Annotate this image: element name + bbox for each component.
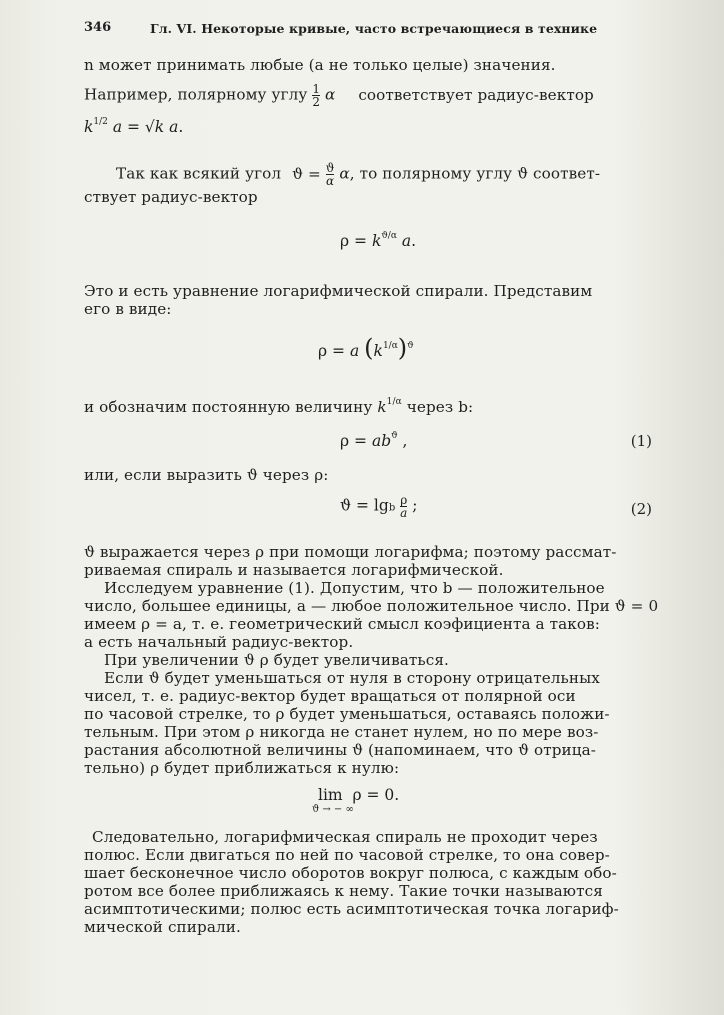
fraction-half: $\frac{1}{2}$ bbox=[312, 82, 321, 109]
text-fragment: соответствует радиус-вектор bbox=[358, 85, 594, 104]
text-line-23: полюс. Если двигаться по ней по часовой стрелке, то она совер- bbox=[84, 846, 610, 864]
formula-eq2: ϑ = lgb $\frac{\rho}{a}$ ; bbox=[340, 493, 418, 520]
text-line-13: имеем ρ = a, т. е. геометрический смысл коэфициента a таков: bbox=[84, 615, 600, 633]
text-line-4: ствует радиус-вектор bbox=[84, 188, 258, 206]
text-line-1: n может принимать любые (а не только целые) значения. bbox=[84, 56, 556, 74]
text-line-12: число, большее единицы, a — любое положительное число. При ϑ = 0 bbox=[84, 597, 659, 615]
text-fragment: Например, полярному углу bbox=[84, 85, 308, 104]
text-line-26: асимптотическими; полюс есть асимптотическая точка логариф- bbox=[84, 900, 619, 918]
text-line-8: или, если выразить ϑ через ρ: bbox=[84, 466, 329, 484]
text-line-27: мической спирали. bbox=[84, 918, 241, 936]
formula-rho-paren: ρ = a $(k^{1/\alpha})^ϑ$ bbox=[318, 334, 414, 362]
text-line-16: Если ϑ будет уменьшаться от нуля в сторону отрицательных bbox=[104, 669, 600, 687]
text-line-15: При увеличении ϑ ρ будет увеличиваться. bbox=[104, 651, 449, 669]
equation-number-1: (1) bbox=[630, 432, 652, 450]
text-line-9: ϑ выражается через ρ при помощи логарифма; поэтому рассмат- bbox=[84, 543, 617, 561]
fraction-theta-alpha: $\frac{ϑ}{\alpha}$ bbox=[325, 161, 335, 188]
equation-number-2: (2) bbox=[630, 500, 652, 518]
text-line-11: Исследуем уравнение (1). Допустим, что b — положительное bbox=[104, 579, 605, 597]
formula-limit: lim ρ = 0. ϑ → − ∞ bbox=[312, 786, 400, 815]
page-number: 346 bbox=[84, 20, 112, 35]
formula-eq1: $\rho = ab^ϑ$ , bbox=[340, 431, 408, 450]
text-line-25: ротом все более приближаясь к нему. Такие точки называются bbox=[84, 882, 603, 900]
text-line-3: Так как всякий угол ϑ = $\frac{ϑ}{\alpha}$ α, то полярному углу ϑ соответ- bbox=[116, 161, 601, 188]
text-line-6: его в виде: bbox=[84, 300, 172, 318]
text-line-20: растания абсолютной величины ϑ (напоминаем, что ϑ отрица- bbox=[84, 741, 597, 759]
text-line-5: Это и есть уравнение логарифмической спирали. Представим bbox=[84, 282, 593, 300]
formula-rho-k: $\rho = k^{ϑ/\alpha}$ a. bbox=[340, 231, 417, 250]
text-line-7: и обозначим постоянную величину $k^{1/\alpha}$ через b: bbox=[84, 397, 474, 416]
text-line-2: Например, полярному углу $\frac{1}{2}$ α соответствует радиус-вектор bbox=[84, 82, 594, 109]
text-line-14: a есть начальный радиус-вектор. bbox=[84, 633, 354, 651]
text-line-17: чисел, т. е. радиус-вектор будет вращаться от полярной оси bbox=[84, 687, 576, 705]
text-line-21: тельно) ρ будет приближаться к нулю: bbox=[84, 759, 400, 777]
text-line-18: по часовой стрелке, то ρ будет уменьшаться, оставаясь положи- bbox=[84, 705, 610, 723]
text-line-10: риваемая спираль и называется логарифмической. bbox=[84, 561, 504, 579]
formula-k-half: $k^{1/2}$ a = √k a. bbox=[84, 117, 184, 136]
text-line-24: шает бесконечное число оборотов вокруг полюса, с каждым обо- bbox=[84, 864, 617, 882]
running-title: Гл. VI. Некоторые кривые, часто встречающиеся в технике bbox=[150, 21, 598, 36]
text-line-19: тельным. При этом ρ никогда не станет нулем, но по мере воз- bbox=[84, 723, 599, 741]
text-line-22: Следовательно, логарифмическая спираль не проходит через bbox=[92, 828, 598, 846]
